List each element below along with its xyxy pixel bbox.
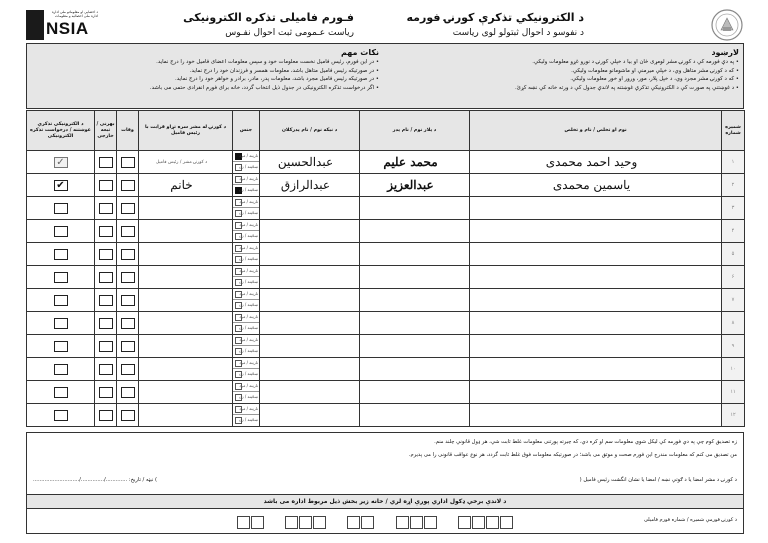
digit-box[interactable] <box>396 516 409 529</box>
abroad-checkbox[interactable] <box>99 157 113 168</box>
request-checkbox[interactable] <box>54 387 68 398</box>
declaration-box <box>26 432 744 495</box>
request-checkbox[interactable] <box>54 272 68 283</box>
deceased-cell <box>117 404 139 427</box>
gender-male-label: نارینه / مرد <box>239 314 258 319</box>
gender-female-label: ښځینه / زن <box>238 394 258 399</box>
deceased-checkbox[interactable] <box>121 364 135 375</box>
instructions-dari <box>34 47 379 92</box>
relation-head-hint: د کورنۍ مشر / رئیس فامیل <box>155 160 208 165</box>
declaration-pashto: زه تصدیق کوم چې په دې فورمه کې لیکل شوي معلومات سم او کره دي، که چیرته پورتنی معلومات غلط ثابت شي، هر ډول قانوني چلند منم. <box>434 439 737 445</box>
father-name-cell[interactable] <box>360 243 470 266</box>
request-checkbox[interactable] <box>54 318 68 329</box>
instruction-item: • در صورتیکه رئیس فامیل مجرد باشد، معلومات پدر، مادر، برادر و خواهر خود را درج نماید. <box>175 76 379 82</box>
father-name-value: عبدالعزیز <box>387 178 434 192</box>
deceased-checkbox[interactable] <box>121 180 135 191</box>
gender-female-label: ښځینه / زن <box>238 417 258 422</box>
deceased-cell <box>117 381 139 404</box>
request-cell <box>27 220 95 243</box>
deceased-cell <box>117 312 139 335</box>
title-pashto: د الکترونیکي تذکرې کورنۍ فورمه <box>406 11 584 24</box>
deceased-checkbox[interactable] <box>121 249 135 260</box>
relation-cell[interactable] <box>139 220 233 243</box>
digit-box[interactable] <box>361 516 374 529</box>
table-row <box>27 243 745 266</box>
request-cell <box>27 174 95 197</box>
row-number: ۳ <box>722 197 745 220</box>
nsia-logo-tagline: د احصایې او معلوماتو ملي اداره اداره ملی احصائیه و معلومات <box>51 10 98 18</box>
gender-male-label: نارینه / مرد <box>239 268 258 273</box>
digit-box[interactable] <box>347 516 360 529</box>
table-row <box>27 358 745 381</box>
request-cell <box>27 358 95 381</box>
gender-male-label: نارینه / مرد <box>239 176 258 181</box>
grandfather-name-cell[interactable] <box>260 197 360 220</box>
form-number-label: د کورنۍ فورمې شمیره / شماره فورم فامیلی <box>644 517 737 523</box>
full-name-cell[interactable] <box>470 243 722 266</box>
gender-male-label: نارینه / مرد <box>239 291 258 296</box>
gender-female-label: ښځینه / زن <box>238 371 258 376</box>
request-cell <box>27 243 95 266</box>
instruction-item: • د غوښتنې په صورت کې د الکترونیکي تذکرې غوښتنه په لاندې جدول کې د ورته خانه کې نښه کړئ. <box>514 84 739 91</box>
relation-cell[interactable] <box>139 404 233 427</box>
abroad-cell <box>95 335 117 358</box>
gender-female-label: ښځینه / زن <box>238 302 258 307</box>
request-cell <box>27 197 95 220</box>
deceased-checkbox[interactable] <box>121 387 135 398</box>
abroad-cell <box>95 358 117 381</box>
row-number: ۷ <box>722 289 745 312</box>
deceased-cell <box>117 220 139 243</box>
full-name-cell[interactable] <box>470 404 722 427</box>
table-header-row <box>27 111 745 151</box>
grandfather-name-cell[interactable] <box>260 312 360 335</box>
abroad-cell <box>95 312 117 335</box>
instruction-item: • در این فورم، رئیس فامیل نخست معلومات خود و سپس معلومات اعضای فامیل خود را درج نماید. <box>156 59 379 65</box>
gender-female-label: ښځینه / زن <box>238 233 258 238</box>
declaration-dari: من تصدیق می کنم که معلومات مندرج این فورم صحت و موثق می باشد؛ در صورتیکه معلومات فوق غلط ثابت گردد، هر نوع عواقب قانونی را می پذیرم. <box>408 452 737 458</box>
abroad-cell <box>95 220 117 243</box>
request-cell <box>27 404 95 427</box>
full-name-value: یاسمین محمدی <box>552 178 631 192</box>
row-number: ۱ <box>722 151 745 174</box>
abroad-checkbox[interactable] <box>99 364 113 375</box>
gender-female-label: ښځینه / زن <box>238 348 258 353</box>
father-name-cell[interactable] <box>360 289 470 312</box>
gender-cell <box>233 174 260 197</box>
grandfather-name-cell[interactable] <box>260 404 360 427</box>
signature-label[interactable] <box>580 477 737 483</box>
header-father-name: د پلار نوم / نام پدر <box>360 111 470 151</box>
instructions-dari-heading: نکات مهم <box>341 48 379 57</box>
gender-female-label: ښځینه / زن <box>238 187 258 192</box>
abroad-cell <box>95 197 117 220</box>
header-abroad: بهرنی / تبعه خارجی <box>95 111 117 151</box>
gender-male-label: نارینه / مرد <box>239 153 258 158</box>
form-number-boxes[interactable] <box>237 514 514 533</box>
subtitle-pashto: د نفوسو د احوال ثبتولو لوی ریاست <box>452 28 584 38</box>
relation-value: خانم <box>170 178 193 192</box>
deceased-cell <box>117 335 139 358</box>
table-row <box>27 220 745 243</box>
abroad-cell <box>95 151 117 174</box>
grandfather-name-cell[interactable] <box>260 220 360 243</box>
relation-cell[interactable] <box>139 151 233 174</box>
abroad-checkbox[interactable] <box>99 180 113 191</box>
gender-female-label: ښځینه / زن <box>238 210 258 215</box>
date-field[interactable] <box>33 477 157 483</box>
full-name-cell[interactable] <box>470 289 722 312</box>
header-deceased: وفات <box>117 111 139 151</box>
abroad-checkbox[interactable] <box>99 410 113 421</box>
gender-male-label: نارینه / مرد <box>239 383 258 388</box>
request-cell <box>27 335 95 358</box>
gender-male-label: نارینه / مرد <box>239 360 258 365</box>
office-section <box>26 509 744 534</box>
request-checkbox[interactable] <box>54 410 68 421</box>
table-row <box>27 174 745 197</box>
header-full-name: نوم او تخلص / نام و تخلص <box>470 111 722 151</box>
abroad-cell <box>95 174 117 197</box>
table-row <box>27 335 745 358</box>
request-cell <box>27 381 95 404</box>
relation-cell[interactable] <box>139 174 233 197</box>
digit-box[interactable] <box>500 516 513 529</box>
deceased-cell <box>117 151 139 174</box>
abroad-checkbox[interactable] <box>99 318 113 329</box>
row-number: ۹ <box>722 335 745 358</box>
instruction-item: • اگر درخواست تذکره الکترونیکی در جدول ذیل انتخاب گردد، خانه برای فورم انفرادی حتمی می باشد. <box>149 84 379 91</box>
relation-cell[interactable] <box>139 312 233 335</box>
deceased-cell <box>117 266 139 289</box>
deceased-checkbox[interactable] <box>121 203 135 214</box>
digit-box[interactable] <box>424 516 437 529</box>
abroad-cell <box>95 243 117 266</box>
row-number: ۱۱ <box>722 381 745 404</box>
full-name-cell[interactable] <box>470 381 722 404</box>
grandfather-name-cell[interactable] <box>260 266 360 289</box>
date-label: نیټه / تاریخ: ............./............../............................ <box>33 477 154 483</box>
instruction-item: • که د کورنۍ مشر متاهل وي، د خپلې میرمنې او ماشومانو معلومات ولیکي. <box>571 67 739 74</box>
table-row <box>27 266 745 289</box>
header-row-number: شمیره شماره <box>722 111 745 151</box>
grandfather-name-cell[interactable] <box>260 174 360 197</box>
digit-box[interactable] <box>237 516 250 529</box>
father-name-cell[interactable] <box>360 151 470 174</box>
deceased-checkbox[interactable] <box>121 410 135 421</box>
digit-box[interactable] <box>486 516 499 529</box>
deceased-checkbox[interactable] <box>121 157 135 168</box>
full-name-cell[interactable] <box>470 174 722 197</box>
table-row <box>27 197 745 220</box>
full-name-cell[interactable] <box>470 220 722 243</box>
header-gender: جنس <box>233 111 260 151</box>
gender-female-label: ښځینه / زن <box>238 256 258 261</box>
abroad-cell <box>95 381 117 404</box>
deceased-checkbox[interactable] <box>121 295 135 306</box>
request-cell <box>27 312 95 335</box>
gender-male-label: نارینه / مرد <box>239 406 258 411</box>
gender-female-label: ښځینه / زن <box>238 325 258 330</box>
deceased-checkbox[interactable] <box>121 341 135 352</box>
header-request: د الکترونیکي تذکرې غوښتنه / درخواست تذکره الکترونیکی <box>27 111 95 151</box>
father-name-value: محمد علیم <box>383 155 438 169</box>
abroad-checkbox[interactable] <box>99 226 113 237</box>
row-number: ۱۲ <box>722 404 745 427</box>
row-number: ۶ <box>722 266 745 289</box>
relation-cell[interactable] <box>139 289 233 312</box>
deceased-checkbox[interactable] <box>121 272 135 283</box>
grandfather-name-cell[interactable] <box>260 151 360 174</box>
father-name-cell[interactable] <box>360 404 470 427</box>
deceased-cell <box>117 197 139 220</box>
abroad-checkbox[interactable] <box>99 341 113 352</box>
relation-cell[interactable] <box>139 266 233 289</box>
gender-male-label: نارینه / مرد <box>239 222 258 227</box>
instructions-pashto-heading: لارښود <box>711 48 739 57</box>
request-checkbox[interactable] <box>54 226 68 237</box>
table-row <box>27 381 745 404</box>
grandfather-name-cell[interactable] <box>260 335 360 358</box>
row-number: ۵ <box>722 243 745 266</box>
digit-box[interactable] <box>410 516 423 529</box>
request-checkbox[interactable] <box>54 203 68 214</box>
full-name-cell[interactable] <box>470 151 722 174</box>
header-relation: د کورنۍ له مشر سره تړاو قرابت با رئیس فامیل <box>139 111 233 151</box>
full-name-cell[interactable] <box>470 197 722 220</box>
abroad-checkbox[interactable] <box>99 272 113 283</box>
nsia-logo-mark <box>26 10 44 40</box>
instructions-box <box>26 43 744 109</box>
row-number: ۱۰ <box>722 358 745 381</box>
grandfather-name-cell[interactable] <box>260 358 360 381</box>
gender-female-label: ښځینه / زن <box>238 164 258 169</box>
relation-cell[interactable] <box>139 358 233 381</box>
gender-cell <box>233 312 260 335</box>
digit-box[interactable] <box>458 516 471 529</box>
gender-cell <box>233 289 260 312</box>
gender-cell <box>233 404 260 427</box>
deceased-cell <box>117 358 139 381</box>
full-name-cell[interactable] <box>470 335 722 358</box>
grandfather-name-cell[interactable] <box>260 381 360 404</box>
family-members-table <box>26 110 745 427</box>
table-row <box>27 404 745 427</box>
table-row <box>27 151 745 174</box>
gender-cell <box>233 197 260 220</box>
gender-cell <box>233 220 260 243</box>
grandfather-name-value: عبدالرازق <box>280 178 331 192</box>
deceased-checkbox[interactable] <box>121 318 135 329</box>
nsia-logo <box>26 10 96 40</box>
deceased-cell <box>117 289 139 312</box>
abroad-checkbox[interactable] <box>99 203 113 214</box>
gender-male-label: نارینه / مرد <box>239 337 258 342</box>
abroad-cell <box>95 266 117 289</box>
header-grandfather-name: د نیکه نوم / نام پدرکلان <box>260 111 360 151</box>
gender-male-label: نارینه / مرد <box>239 245 258 250</box>
request-checkbox[interactable]: ✓ <box>54 157 68 168</box>
instructions-pashto <box>389 47 739 92</box>
relation-cell[interactable] <box>139 335 233 358</box>
digit-box[interactable] <box>472 516 485 529</box>
gender-cell <box>233 335 260 358</box>
gender-cell <box>233 243 260 266</box>
request-cell <box>27 266 95 289</box>
request-checkbox[interactable] <box>54 364 68 375</box>
abroad-checkbox[interactable] <box>99 249 113 260</box>
grandfather-name-cell[interactable] <box>260 289 360 312</box>
gender-male-label: نارینه / مرد <box>239 199 258 204</box>
father-name-cell[interactable] <box>360 312 470 335</box>
grandfather-name-cell[interactable] <box>260 243 360 266</box>
signature-paren-close: ) <box>154 477 157 483</box>
abroad-checkbox[interactable] <box>99 295 113 306</box>
abroad-cell <box>95 289 117 312</box>
relation-cell[interactable] <box>139 197 233 220</box>
row-number: ۸ <box>722 312 745 335</box>
abroad-cell <box>95 404 117 427</box>
digit-box[interactable] <box>285 516 298 529</box>
gender-cell <box>233 151 260 174</box>
full-name-cell[interactable] <box>470 312 722 335</box>
relation-cell[interactable] <box>139 381 233 404</box>
father-name-cell[interactable] <box>360 381 470 404</box>
request-cell <box>27 289 95 312</box>
request-checkbox[interactable] <box>54 249 68 260</box>
father-name-cell[interactable] <box>360 266 470 289</box>
request-checkbox[interactable] <box>54 341 68 352</box>
instruction-item: • در صورتیکه رئیس فامیل متاهل باشد، معلومات همسر و فرزندان خود را درج نماید. <box>189 67 379 74</box>
signature-paren-open: ( <box>579 477 582 483</box>
afghanistan-emblem-icon <box>710 8 744 42</box>
father-name-cell[interactable] <box>360 174 470 197</box>
digit-box[interactable] <box>313 516 326 529</box>
instruction-item: • که د کورنۍ مشر مجرد وي، د خپل پلار، مور، ورور او خور معلومات ولیکي. <box>570 76 739 82</box>
row-number: ۲ <box>722 174 745 197</box>
digit-box[interactable] <box>251 516 264 529</box>
request-checkbox[interactable] <box>54 295 68 306</box>
deceased-checkbox[interactable] <box>121 226 135 237</box>
full-name-value: وحید احمد محمدی <box>545 155 638 169</box>
gender-cell <box>233 381 260 404</box>
table-row <box>27 312 745 335</box>
row-number: ۴ <box>722 220 745 243</box>
digit-box[interactable] <box>299 516 312 529</box>
father-name-cell[interactable] <box>360 358 470 381</box>
father-name-cell[interactable] <box>360 220 470 243</box>
title-dari: فـورم فامیلی تذکره الکترونیکی <box>183 11 354 24</box>
instruction-item: • په دې فورمه کې د کورنۍ مشر لومړی ځان او بیا د خپلې کورنۍ د نورو غړو معلومات ولیکي. <box>532 59 739 65</box>
request-cell <box>27 151 95 174</box>
nsia-logo-text: NSIA <box>46 19 89 38</box>
table-row <box>27 289 745 312</box>
office-section-heading: د لاندې برخې ډکول اداري پورې اړه لري / خانه زیر بخش ذیل مربوط اداره می باشد <box>26 495 744 509</box>
father-name-cell[interactable] <box>360 335 470 358</box>
gender-cell <box>233 358 260 381</box>
abroad-checkbox[interactable] <box>99 387 113 398</box>
signature-label-text: د کورنۍ د مشر امضا یا د ګوتې نښه / امضا یا نشان انگشت رئیس فامیل <box>583 477 737 483</box>
request-checkbox[interactable]: ✔ <box>54 180 68 191</box>
full-name-cell[interactable] <box>470 266 722 289</box>
grandfather-name-value: عبدالحسین <box>277 155 334 169</box>
relation-cell[interactable] <box>139 243 233 266</box>
gender-female-label: ښځینه / زن <box>238 279 258 284</box>
deceased-cell <box>117 243 139 266</box>
gender-cell <box>233 266 260 289</box>
form-header <box>26 8 744 44</box>
subtitle-dari: ریاست عـمومی ثبت احوال نفـوس <box>225 28 354 38</box>
full-name-cell[interactable] <box>470 358 722 381</box>
father-name-cell[interactable] <box>360 197 470 220</box>
deceased-cell <box>117 174 139 197</box>
